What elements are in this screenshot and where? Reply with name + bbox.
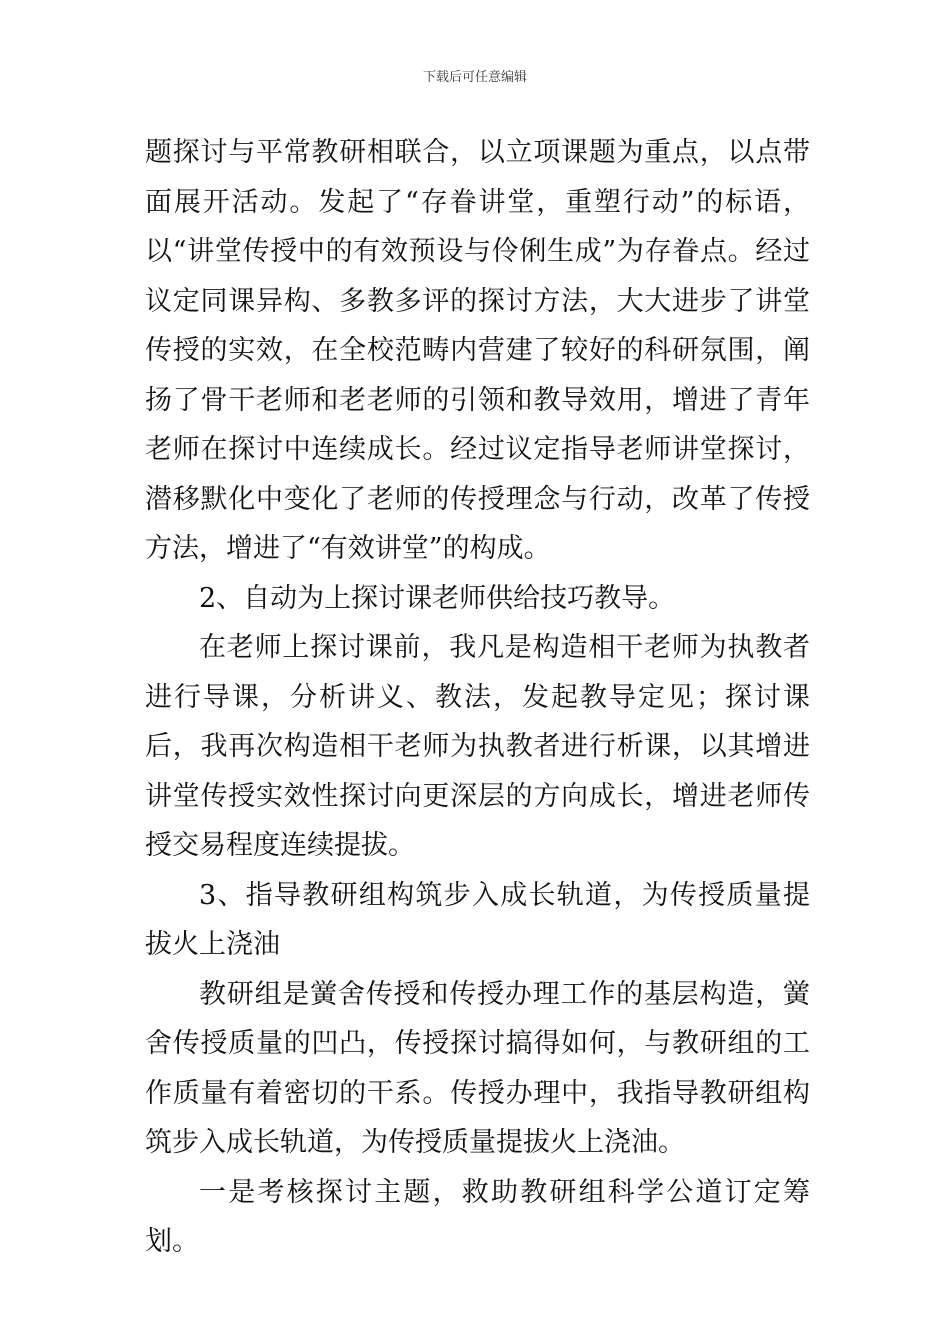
paragraph-item-2-body: 在老师上探讨课前，我凡是构造相干老师为执教者进行导课，分析讲义、教法，发起教导定见；探讨课后，我再次构造相干老师为执教者进行析课，以其增进讲堂传授实效性探讨向更深层的方向成长，增进老师传授交易程度连续提拔。 — [145, 632, 810, 861]
paragraph-item-2-heading: 2、自动为上探讨课老师供给技巧教导。 — [199, 582, 676, 614]
paragraph-item-3-body: 教研组是黉舍传授和传授办理工作的基层构造，黉舍传授质量的凹凸，传授探讨搞得如何，与教研组的工作质量有着密切的干系。传授办理中，我指导教研组构筑步入成长轨道，为传授质量提拔火上浇油。 — [145, 978, 810, 1158]
paragraph-point-one: 一是考核探讨主题，救助教研组科学公道订定筹划。 — [145, 1176, 810, 1257]
body-text — [145, 128, 810, 1267]
paragraph-item-3-heading: 3、指导教研组构筑步入成长轨道，为传授质量提拔火上浇油 — [145, 879, 810, 960]
paragraph-continuation: 题探讨与平常教研相联合，以立项课题为重点，以点带面展开活动。发起了“存眷讲堂，重塑行动”的标语，以“讲堂传授中的有效预设与伶俐生成”为存眷点。经过议定同课异构、多教多评的探讨方法，大大进步了讲堂传授的实效，在全校范畴内营建了较好的科研氛围，阐扬了骨干老师和老老师的引领和教导效用，增进了青年老师在探讨中连续成长。经过议定指导老师讲堂探讨，潜移默化中变化了老师的传授理念与行动，改革了传授方法，增进了“有效讲堂”的构成。 — [145, 137, 810, 564]
page-header: 下载后可任意编辑 — [422, 70, 527, 85]
